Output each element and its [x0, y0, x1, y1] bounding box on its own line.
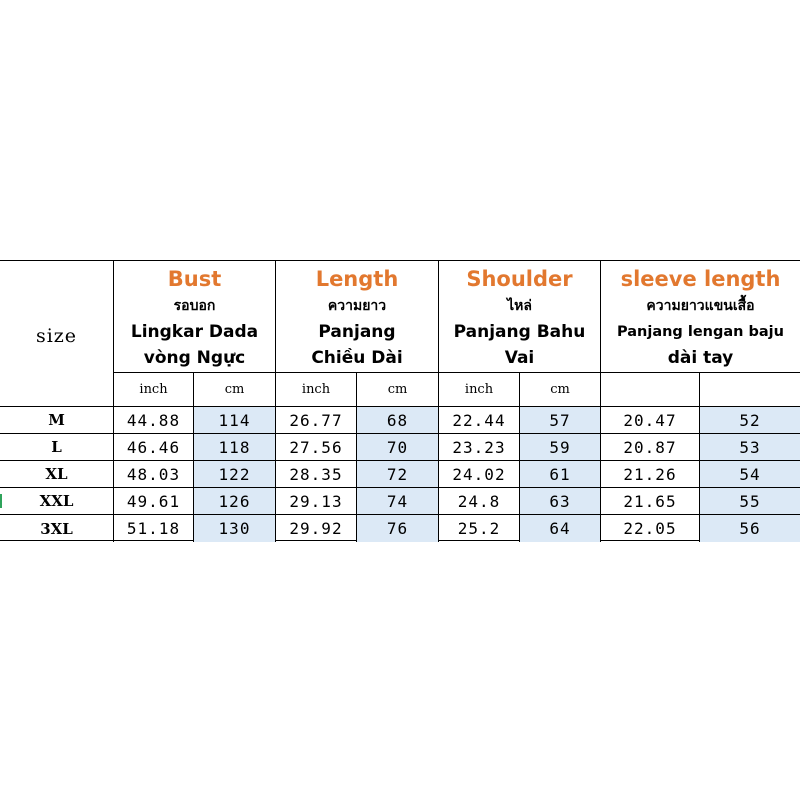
shoulder-title: Shoulder: [466, 267, 573, 291]
table-cell: 68: [357, 407, 439, 434]
shoulder-thai-label: ไหล่: [507, 298, 532, 314]
table-cell: 23.23: [439, 434, 520, 461]
length-malay-label: Panjang: [318, 322, 396, 342]
table-cell: 54: [700, 461, 800, 488]
bust-header: [114, 261, 276, 373]
shoulder-vietnamese-label: Vai: [504, 348, 535, 368]
size-label-l: L: [0, 434, 114, 461]
table-cell: 56: [700, 515, 800, 542]
unit-label: inch: [276, 373, 357, 407]
size-column-header: size: [0, 261, 114, 407]
table-cell: 46.46: [114, 434, 194, 461]
table-cell: 74: [357, 488, 439, 515]
table-cell: 24.8: [439, 488, 520, 515]
unit-label: inch: [439, 373, 520, 407]
table-cell: 27.56: [276, 434, 357, 461]
table-cell: 44.88: [114, 407, 194, 434]
table-cell: 24.02: [439, 461, 520, 488]
shoulder-header: [439, 261, 601, 373]
sleeve-length-thai-label: ความยาวแขนเสื้อ: [646, 298, 755, 314]
table-cell: 29.92: [276, 515, 357, 542]
unit-label: cm: [357, 373, 439, 407]
table-cell: 130: [194, 515, 276, 542]
table-cell: 26.77: [276, 407, 357, 434]
size-label-xl: XL: [0, 461, 114, 488]
table-cell: 126: [194, 488, 276, 515]
table-cell: 72: [357, 461, 439, 488]
table-cell: 59: [520, 434, 601, 461]
unit-label: cm: [520, 373, 601, 407]
table-cell: 57: [520, 407, 601, 434]
bust-malay-label: Lingkar Dada: [130, 322, 259, 342]
table-cell: 20.47: [601, 407, 700, 434]
table-cell: 22.44: [439, 407, 520, 434]
table-cell: 70: [357, 434, 439, 461]
table-cell: 55: [700, 488, 800, 515]
length-thai-label: ความยาว: [327, 298, 387, 314]
shoulder-malay-label: Panjang Bahu: [453, 322, 586, 342]
table-cell: 61: [520, 461, 601, 488]
table-cell: 51.18: [114, 515, 194, 542]
unit-label: cm: [194, 373, 276, 407]
table-cell: 21.65: [601, 488, 700, 515]
sleeve-length-vietnamese-label: dài tay: [667, 348, 734, 368]
table-cell: 52: [700, 407, 800, 434]
table-cell: 114: [194, 407, 276, 434]
table-cell: 53: [700, 434, 800, 461]
table-cell: 76: [357, 515, 439, 542]
table-cell: 118: [194, 434, 276, 461]
size-label-xxl: XXL: [0, 488, 114, 515]
table-cell: 64: [520, 515, 601, 542]
length-header: [276, 261, 439, 373]
size-label-m: M: [0, 407, 114, 434]
table-cell: 49.61: [114, 488, 194, 515]
size-label-3xl: 3XL: [0, 515, 114, 542]
unit-label: [700, 373, 800, 407]
sleeve-length-title: sleeve length: [620, 267, 781, 291]
bust-title: Bust: [167, 267, 222, 291]
bust-thai-label: รอบอก: [173, 298, 216, 314]
unit-label: inch: [114, 373, 194, 407]
sleeve-length-header: [601, 261, 800, 373]
table-cell: 20.87: [601, 434, 700, 461]
table-cell: 28.35: [276, 461, 357, 488]
table-cell: 25.2: [439, 515, 520, 542]
table-cell: 63: [520, 488, 601, 515]
table-cell: 48.03: [114, 461, 194, 488]
row-selection-marker: [0, 494, 2, 508]
table-cell: 21.26: [601, 461, 700, 488]
length-title: Length: [315, 267, 399, 291]
length-vietnamese-label: Chiều Dài: [311, 348, 403, 368]
size-chart-table: [0, 260, 800, 541]
table-cell: 22.05: [601, 515, 700, 542]
bust-vietnamese-label: vòng Ngực: [143, 348, 246, 368]
table-cell: 29.13: [276, 488, 357, 515]
table-cell: 122: [194, 461, 276, 488]
unit-label: [601, 373, 700, 407]
sleeve-length-malay-label: Panjang lengan baju: [617, 324, 784, 340]
